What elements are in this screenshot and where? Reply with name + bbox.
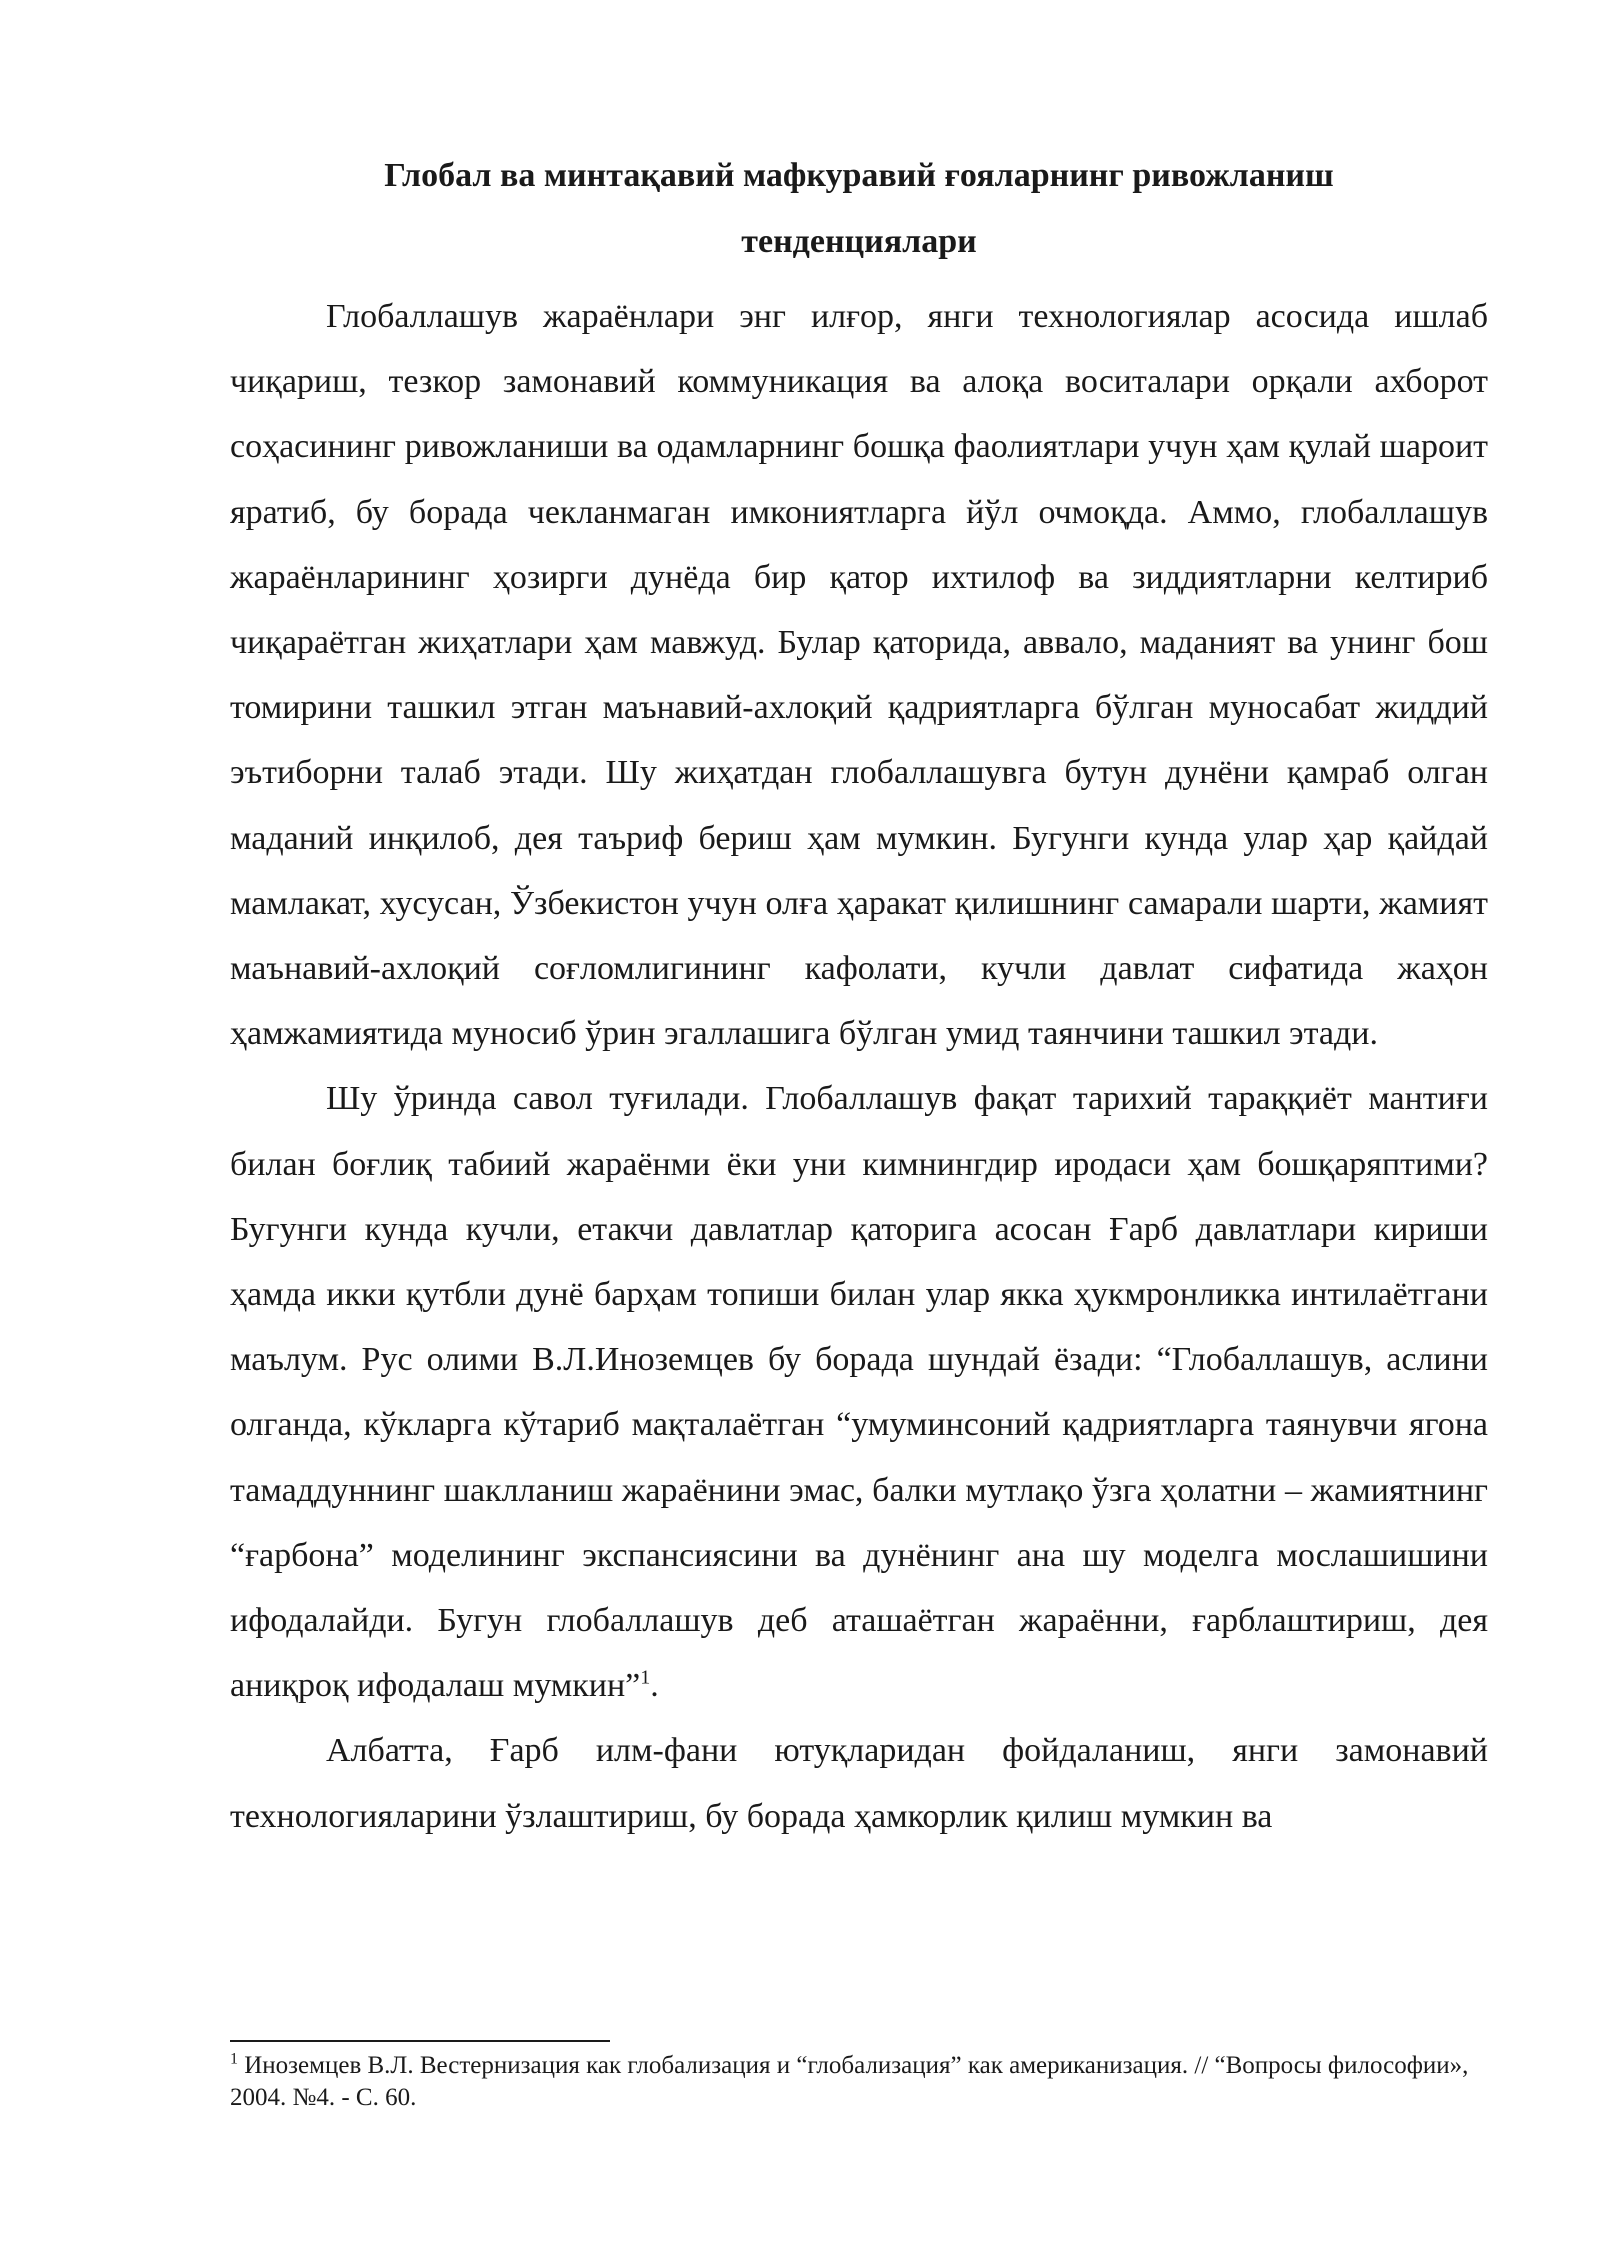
paragraph-3: Албатта, Ғарб илм-фани ютуқларидан фойдаланиш, янги замонавий технологияларини ўзлаштириш, бу борада ҳамкорлик қилиш мумкин ва <box>230 1732 1488 1835</box>
footnote-separator <box>230 2040 610 2042</box>
paragraph-1: Глобаллашув жараёнлари энг илғор, янги технологиялар асосида ишлаб чиқариш, тезкор замонавий коммуникация ва алоқа воситалари орқали ахборот соҳасининг ривожланиши ва одамларнинг бошқа фаолиятлари учун ҳам қулай шароит яратиб, бу борада чекланмаган имкониятларга йўл очмоқда. Аммо, глобаллашув жараёнларининг ҳозирги дунёда бир қатор ихтилоф ва зиддиятларни келтириб чиқараётган жиҳатлари ҳам мавжуд. Булар қаторида, аввало, маданият ва унинг бош томирини ташкил этган маънавий-ахлоқий қадриятларга бўлган муносабат жиддий эътиборни талаб этади. Шу жиҳатдан глобаллашувга бутун дунёни қамраб олган маданий инқилоб, дея таъриф бериш ҳам мумкин. Бугунги кунда улар ҳар қайдай мамлакат, хусусан, Ўзбекистон учун олға ҳаракат қилишнинг самарали шарти, жамият маънавий-ахлоқий соғломлигининг кафолати, кучли давлат сифатида жаҳон ҳамжамиятида муносиб ўрин эгаллашига бўлган умид таянчини ташкил этади. <box>230 298 1488 1053</box>
footnote-text: Иноземцев В.Л. Вестернизация как глобализация и “глобализация” как американизация. // “Вопросы философии», 2004. №4. - С. 60. <box>230 2052 1469 2111</box>
document-title-line-1: Глобал ва минтақавий мафкуравий ғояларнинг ривожланиш <box>384 157 1334 194</box>
document-body <box>230 284 1488 1849</box>
paragraph-2-end: . <box>650 1667 659 1705</box>
footnote <box>230 2050 1488 2114</box>
footnote-reference[interactable]: 1 <box>640 1666 651 1689</box>
footnote-number: 1 <box>230 2050 238 2068</box>
paragraph-2-text: Шу ўринда савол туғилади. Глобаллашув фақат тарихий тараққиёт мантиғи билан боғлиқ табиий жараёнми ёки уни кимнингдир иродаси ҳам бошқаряптими? Бугунги кунда кучли, етакчи давлатлар қаторига асосан Ғарб давлатлари кириши ҳамда икки қутбли дунё барҳам топиши билан улар якка ҳукмронликка интилаётгани маълум. Рус олими В.Л.Иноземцев бу борада шундай ёзади: “Глобаллашув, аслини олганда, кўкларга кўтариб мақталаётган “умуминсоний қадриятларга таянувчи ягона тамаддуннинг шаклланиш жараёнини эмас, балки мутлақо ўзга ҳолатни – жамиятнинг “ғарбона” моделининг экспансиясини ва дунёнинг ана шу моделга мослашишини ифодалайди. Бугун глобаллашув деб аташаётган жараённи, ғарблаштириш, дея аниқроқ ифодалаш мумкин” <box>230 1080 1488 1705</box>
document-title-line-2: тенденциялари <box>741 223 977 260</box>
paragraph-2 <box>230 1066 1488 1718</box>
document-page <box>230 0 1488 2262</box>
